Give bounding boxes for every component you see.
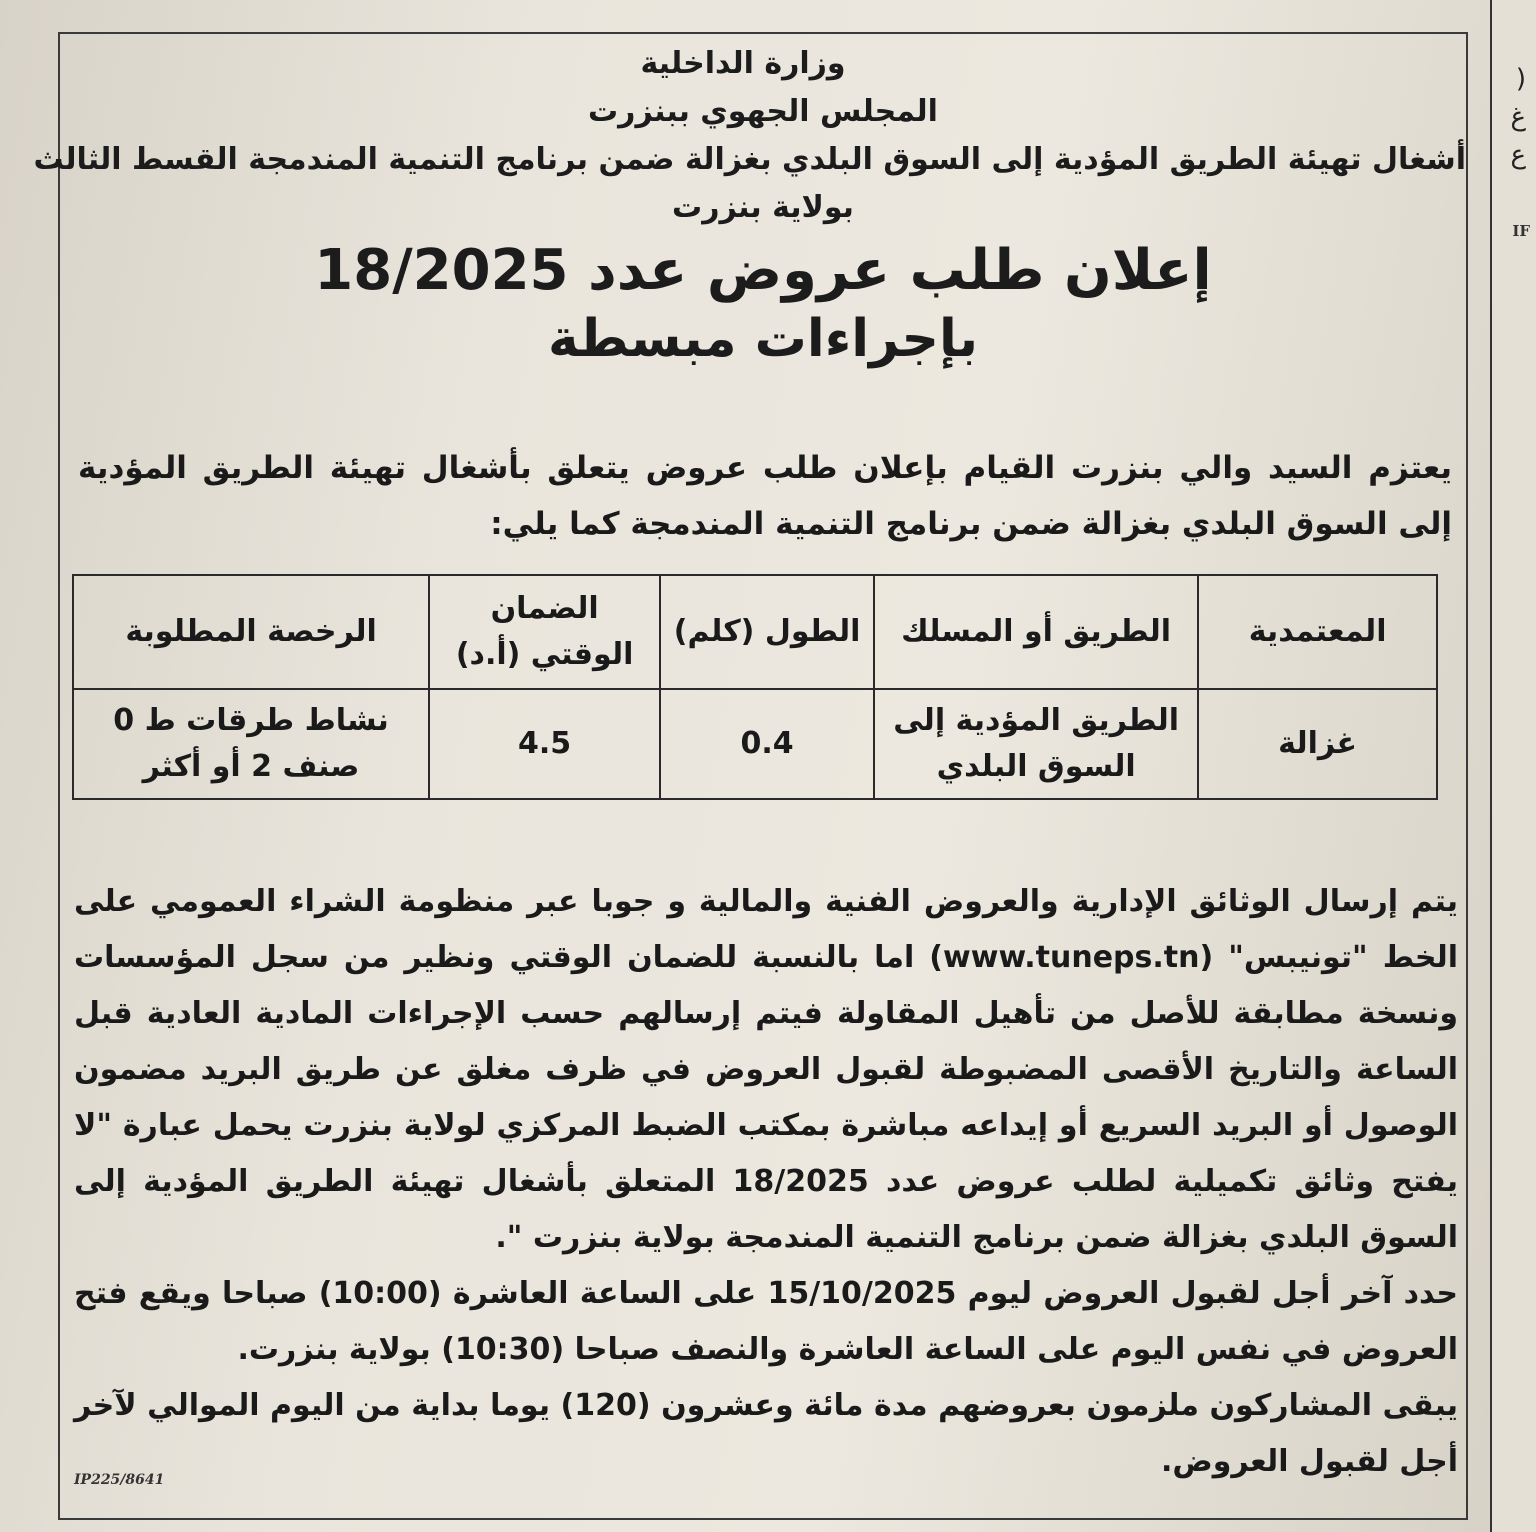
table-row [73, 689, 1437, 799]
cell-length: 0.4 [660, 689, 874, 799]
header-delegation: المعتمدية [1198, 575, 1437, 689]
state-name: بولاية بنزرت [672, 190, 854, 225]
submission-paragraph: يتم إرسال الوثائق الإدارية والعروض الفنية والمالية و جوبا عبر منظومة الشراء العمومي على الخط "تونيبس" (www.tuneps.tn) اما بالنسبة للضمان الوقتي ونظير من سجل المؤسسات ونسخة مطابقة للأصل من تأهيل المقاولة فيتم إرسالهم حسب الإجراءات المادية العادية قبل الساعة والتاريخ الأقصى المضبوطة لقبول العروض في ظرف مغلق عن طريق البريد مضمون الوصول أو البريد السريع أو إيداعه مباشرة بمكتب الضبط المركزي لولاية بنزرت يحمل عبارة "لا يفتح وثائق تكميلية لطلب عروض عدد 18/2025 المتعلق بأشغال تهيئة الطريق المؤدية إلى السوق البلدي بغزالة ضمن برنامج التنمية المندمجة بولاية بنزرت ". [74, 884, 1458, 1255]
header-length: الطول (كلم) [660, 575, 874, 689]
strip-code: IF [1512, 222, 1530, 240]
tender-subtitle: بإجراءات مبسطة [548, 309, 978, 369]
cell-road: الطريق المؤدية إلى السوق البلدي [874, 689, 1198, 799]
adjacent-column-strip [1490, 0, 1536, 1532]
cell-delegation: غزالة [1198, 689, 1437, 799]
header-guarantee: الضمان الوقتي (أ.د) [429, 575, 660, 689]
cell-license: نشاط طرقات ط 0 صنف 2 أو أكثر [73, 689, 429, 799]
strip-glyph: ( [1515, 64, 1526, 94]
announcement-body [74, 874, 1458, 1490]
tender-title: إعلان طلب عروض عدد 18/2025 [314, 238, 1212, 303]
cell-guarantee: 4.5 [429, 689, 660, 799]
strip-glyph: ع [1510, 140, 1526, 170]
strip-glyph: غ [1510, 102, 1526, 132]
project-title: أشغال تهيئة الطريق المؤدية إلى السوق البلدي بغزالة ضمن برنامج التنمية المندمجة القسط الثالث [33, 142, 1466, 177]
header-license: الرخصة المطلوبة [73, 575, 429, 689]
header-road: الطريق أو المسلك [874, 575, 1198, 689]
table-header-row [73, 575, 1437, 689]
adjacent-column-glyphs [1502, 60, 1526, 174]
intro-paragraph: يعتزم السيد والي بنزرت القيام بإعلان طلب عروض يتعلق بأشغال تهيئة الطريق المؤدية إلى السوق البلدي بغزالة ضمن برنامج التنمية المندمجة كما يلي: [78, 450, 1452, 542]
tender-announcement [33, 32, 1468, 1520]
council-name: المجلس الجهوي ببنزرت [588, 94, 938, 129]
deadline-paragraph: حدد آخر أجل لقبول العروض ليوم 15/10/2025 على الساعة العاشرة (10:00) صباحا ويقع فتح العروض في نفس اليوم على الساعة العاشرة والنصف صباحا (10:30) بولاية بنزرت. [74, 1276, 1458, 1367]
validity-paragraph: يبقى المشاركون ملزمون بعروضهم مدة مائة وعشرون (120) يوما بداية من اليوم الموالي لآخر أجل لقبول العروض. [74, 1388, 1458, 1479]
reference-code: IP225/8641 [74, 1472, 165, 1488]
ministry-name: وزارة الداخلية [640, 46, 846, 81]
announcement-header [33, 40, 1466, 372]
tender-table [72, 574, 1438, 800]
